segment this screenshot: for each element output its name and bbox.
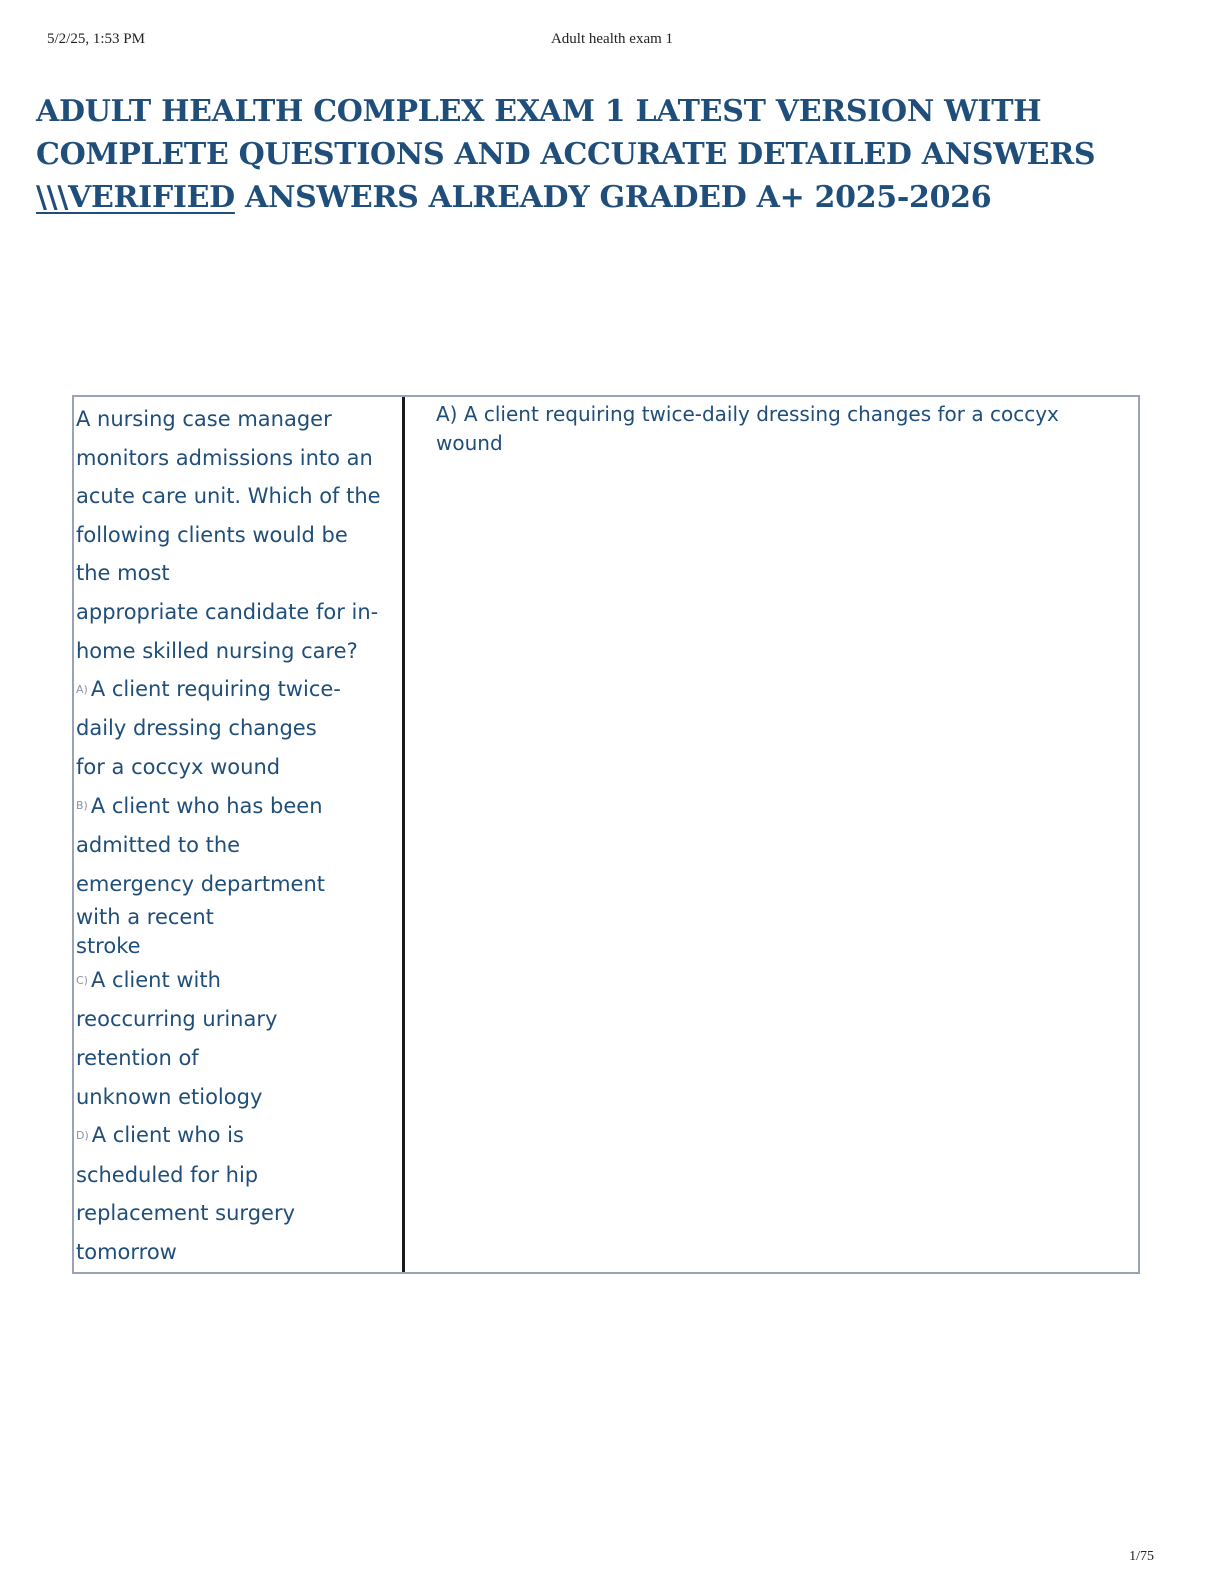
answer-column <box>405 397 1138 1272</box>
option-text-line: unknown etiology <box>76 1084 263 1109</box>
option-text-line: A client who has been <box>90 793 323 818</box>
option-text-line: replacement surgery <box>76 1201 296 1226</box>
question-text-line: monitors admissions into an <box>76 445 373 470</box>
title-line-3: ANSWERS ALREADY GRADED A+ 2025-2026 <box>234 180 992 215</box>
print-datetime: 5/2/25, 1:53 PM <box>47 31 145 47</box>
option-text-line: for a coccyx wound <box>76 755 281 780</box>
option-text-line: retention of <box>76 1046 199 1071</box>
option-c <box>76 961 402 1000</box>
option-b <box>76 787 402 826</box>
option-text-line: admitted to the <box>76 832 241 857</box>
title-line-2: COMPLETE QUESTIONS AND ACCURATE DETAILED ANSWERS <box>36 137 1096 172</box>
question-text-line: appropriate candidate for in- <box>76 599 379 624</box>
print-page-title: Adult health exam 1 <box>550 31 674 47</box>
option-text-line: A client requiring twice- <box>90 677 341 702</box>
option-text-line: reoccurring urinary <box>76 1007 278 1032</box>
question-text-line: acute care unit. Which of the <box>76 484 381 509</box>
question-column <box>74 397 405 1272</box>
option-text-line: tomorrow <box>76 1239 177 1264</box>
option-b-letter: B) <box>76 799 88 813</box>
option-a <box>76 670 402 709</box>
page-number: 1/75 <box>1129 1549 1154 1564</box>
option-d-letter: D) <box>76 1128 89 1142</box>
option-text-line: stroke <box>76 934 141 959</box>
option-text-line: emergency department <box>76 871 326 896</box>
title-line-1: ADULT HEALTH COMPLEX EXAM 1 LATEST VERSION WITH <box>36 94 1042 129</box>
option-text-line: A client who is <box>91 1123 244 1148</box>
question-text-line: the most <box>76 561 170 586</box>
option-d <box>76 1116 402 1155</box>
option-c-letter: C) <box>76 973 88 987</box>
option-a-letter: A) <box>76 682 88 696</box>
flashcard <box>72 395 1140 1274</box>
title-verified-text: \\\VERIFIED <box>36 180 235 215</box>
document-title <box>36 90 1186 219</box>
option-text-line: with a recent <box>76 905 214 930</box>
question-text-line: home skilled nursing care? <box>76 638 358 663</box>
option-text-line: A client with <box>90 968 221 993</box>
question-text-line: A nursing case manager <box>76 407 332 431</box>
option-text-line: scheduled for hip <box>76 1162 259 1187</box>
question-text-line: following clients would be <box>76 522 348 547</box>
answer-text: A) A client requiring twice-daily dressing changes for a coccyx wound <box>436 402 1059 455</box>
option-text-line: daily dressing changes <box>76 716 317 741</box>
